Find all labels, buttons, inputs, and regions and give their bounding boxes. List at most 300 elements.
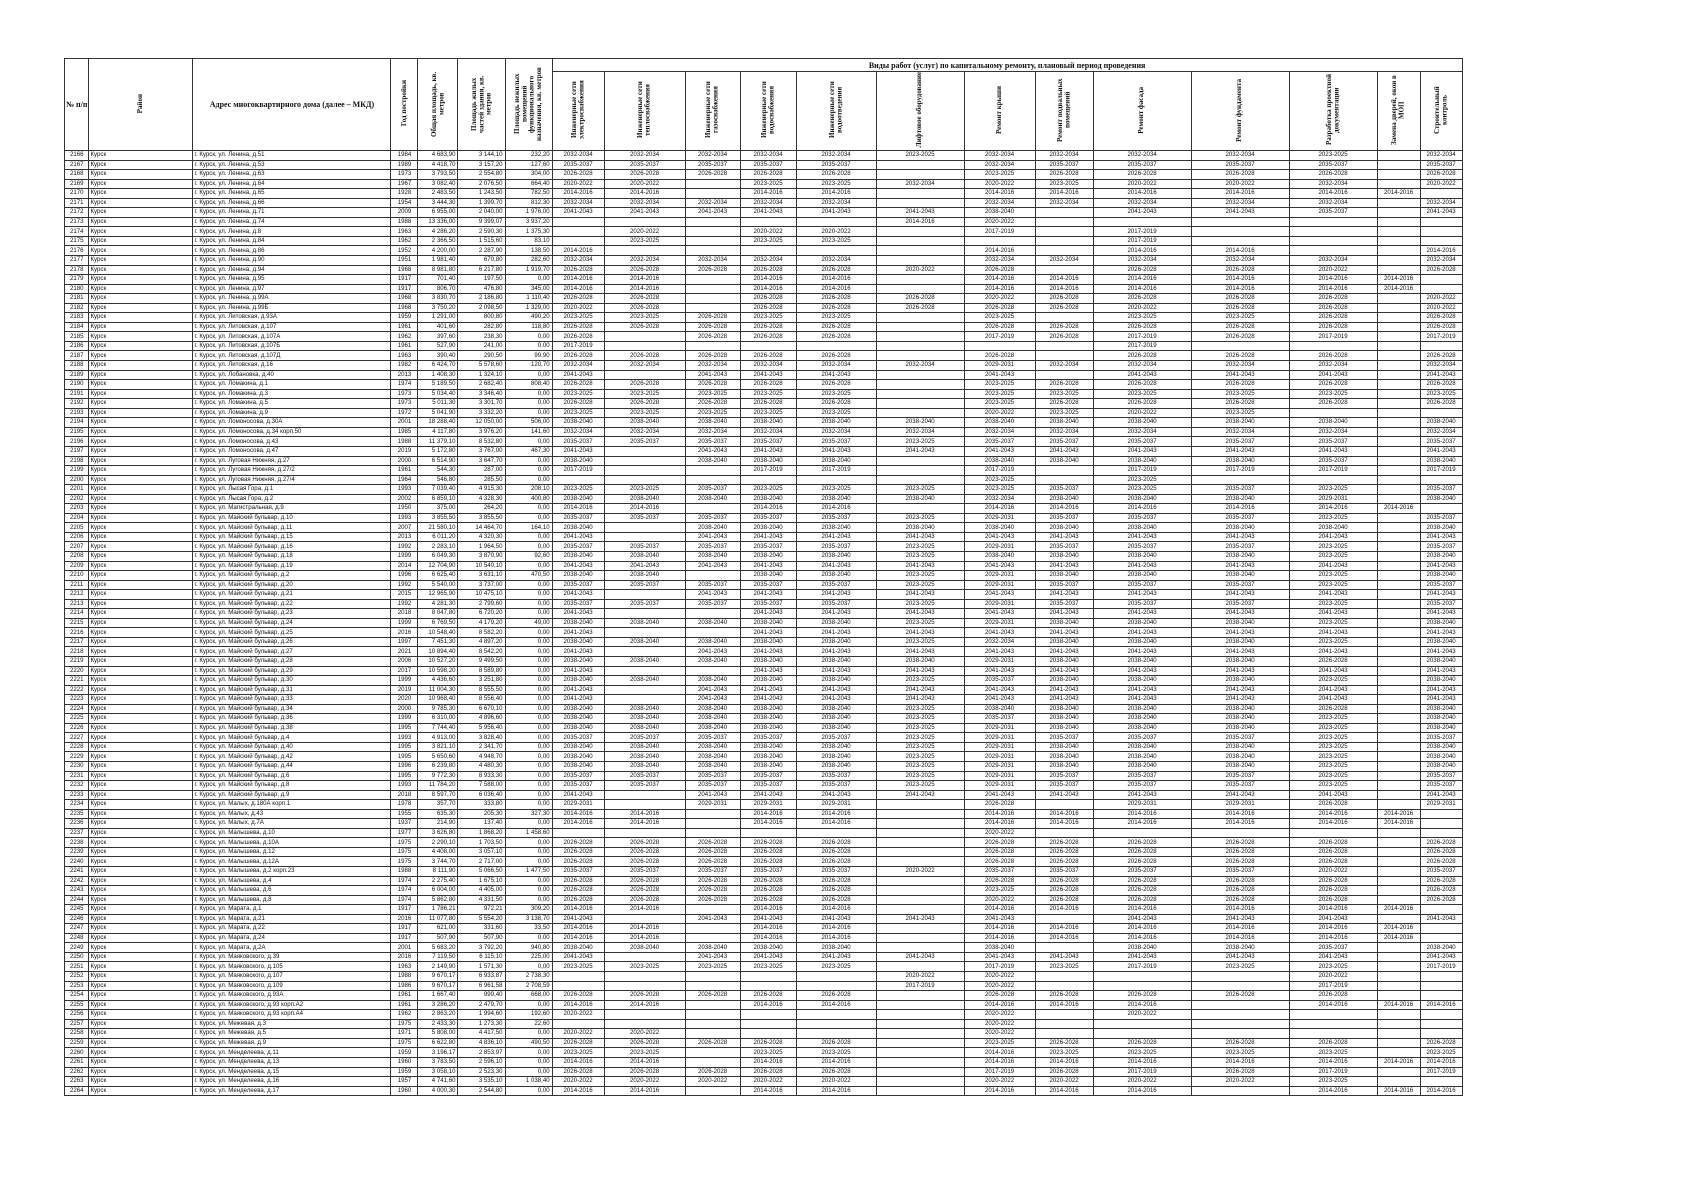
table-cell: 2041-2043 xyxy=(1420,695,1462,705)
table-cell xyxy=(1289,1029,1377,1039)
table-cell: 2038-2040 xyxy=(964,943,1035,953)
table-cell: 2038-2040 xyxy=(1420,714,1462,724)
table-cell: 2038-2040 xyxy=(796,704,876,714)
table-cell xyxy=(1191,972,1289,982)
table-cell: 4 896,60 xyxy=(458,714,505,724)
table-cell xyxy=(685,284,740,294)
table-cell: 2026-2028 xyxy=(604,351,685,361)
table-cell: 4 436,60 xyxy=(418,676,458,686)
table-cell xyxy=(1377,561,1420,571)
table-cell xyxy=(1377,857,1420,867)
table-cell: 2032-2034 xyxy=(964,256,1035,266)
table-cell: г. Курск, ул. Литовская, д.107Д xyxy=(193,351,391,361)
table-row xyxy=(65,656,1463,666)
table-cell xyxy=(1191,1086,1289,1096)
table-cell xyxy=(876,895,964,905)
table-cell xyxy=(876,943,964,953)
table-cell: 2020-2022 xyxy=(964,1010,1035,1020)
table-row xyxy=(65,609,1463,619)
table-cell: 2035-2037 xyxy=(1420,580,1462,590)
table-cell: 2250 xyxy=(65,952,89,962)
table-cell xyxy=(876,1057,964,1067)
table-cell: 1975 xyxy=(391,1038,418,1048)
table-cell: Курск xyxy=(89,513,193,523)
table-cell: 2041-2043 xyxy=(552,695,604,705)
table-cell: 2038-2040 xyxy=(1191,456,1289,466)
table-cell: 2038-2040 xyxy=(1420,523,1462,533)
table-cell: 2035-2037 xyxy=(740,867,796,877)
table-cell: 309,20 xyxy=(505,905,552,915)
table-cell: 2023-2025 xyxy=(964,475,1035,485)
table-cell: 2026-2028 xyxy=(1035,380,1093,390)
table-cell: 2041-2043 xyxy=(796,647,876,657)
table-cell: 972,21 xyxy=(458,905,505,915)
table-cell: 2020-2022 xyxy=(1289,265,1377,275)
table-cell: 6 720,20 xyxy=(458,609,505,619)
table-cell: г. Курск, ул. Ломоносова, д.43 xyxy=(193,437,391,447)
table-cell: 3 792,20 xyxy=(458,943,505,953)
table-cell xyxy=(1377,227,1420,237)
table-cell: 2026-2028 xyxy=(552,991,604,1001)
table-cell: 6 049,30 xyxy=(418,551,458,561)
table-cell: 5 956,40 xyxy=(458,723,505,733)
table-cell: 2014-2016 xyxy=(552,933,604,943)
table-cell: 2023-2025 xyxy=(876,676,964,686)
table-cell: г. Курск, ул. Ленина, д.53 xyxy=(193,160,391,170)
table-cell: 2041-2043 xyxy=(1035,532,1093,542)
table-cell: 2026-2028 xyxy=(1420,380,1462,390)
table-cell xyxy=(685,819,740,829)
table-cell: 2038-2040 xyxy=(685,723,740,733)
table-cell xyxy=(740,1029,796,1039)
table-cell: 2041-2043 xyxy=(552,609,604,619)
table-cell: 1957 xyxy=(391,1077,418,1087)
table-cell: 2038-2040 xyxy=(1035,742,1093,752)
table-cell: 2014-2016 xyxy=(964,189,1035,199)
table-cell: Курск xyxy=(89,809,193,819)
table-cell: 2041-2043 xyxy=(552,561,604,571)
table-cell: 7 744,40 xyxy=(418,723,458,733)
table-cell xyxy=(1420,809,1462,819)
table-cell xyxy=(876,886,964,896)
table-cell: 2023-2025 xyxy=(1289,676,1377,686)
table-cell: 1959 xyxy=(391,1067,418,1077)
table-cell: 2023-2025 xyxy=(552,485,604,495)
table-cell: 1960 xyxy=(391,1086,418,1096)
table-cell: 2038-2040 xyxy=(552,523,604,533)
table-cell: 2035-2037 xyxy=(796,542,876,552)
table-cell: 2041-2043 xyxy=(1191,561,1289,571)
table-cell: 2014-2016 xyxy=(1191,275,1289,285)
table-cell: Курск xyxy=(89,408,193,418)
table-cell xyxy=(604,332,685,342)
table-cell: 2035-2037 xyxy=(796,437,876,447)
table-cell xyxy=(876,466,964,476)
table-cell: 2041-2043 xyxy=(685,590,740,600)
table-cell: 2202 xyxy=(65,494,89,504)
table-cell: 2035-2037 xyxy=(740,781,796,791)
table-cell: 0,00 xyxy=(505,561,552,571)
table-cell: Курск xyxy=(89,972,193,982)
table-cell: 2035-2037 xyxy=(552,160,604,170)
table-cell: 2035-2037 xyxy=(1035,513,1093,523)
header-cell xyxy=(458,59,505,151)
table-cell: 2221 xyxy=(65,676,89,686)
table-cell: 2026-2028 xyxy=(1289,322,1377,332)
table-cell: г. Курск, ул. Ленина, д.90 xyxy=(193,256,391,266)
table-cell: 2023-2025 xyxy=(876,618,964,628)
table-cell xyxy=(1289,236,1377,246)
table-cell: 2023-2025 xyxy=(796,962,876,972)
table-cell: 2032-2034 xyxy=(604,198,685,208)
table-cell xyxy=(1377,322,1420,332)
table-cell: 2014-2016 xyxy=(1377,189,1420,199)
table-cell xyxy=(1377,952,1420,962)
table-cell: 2032-2034 xyxy=(964,427,1035,437)
table-cell xyxy=(1035,1010,1093,1020)
table-cell xyxy=(604,609,685,619)
table-cell: Курск xyxy=(89,762,193,772)
table-cell: 1962 xyxy=(391,332,418,342)
table-cell: 2166 xyxy=(65,151,89,161)
table-cell: 2171 xyxy=(65,198,89,208)
table-cell: 2020-2022 xyxy=(552,1029,604,1039)
table-cell: 2038-2040 xyxy=(1035,656,1093,666)
table-cell: 2041-2043 xyxy=(964,628,1035,638)
table-cell: 546,80 xyxy=(418,475,458,485)
table-cell: 2026-2028 xyxy=(552,294,604,304)
table-cell: г. Курск, ул. Ленина, д.74 xyxy=(193,217,391,227)
table-cell: 2038-2040 xyxy=(552,494,604,504)
table-cell: 2167 xyxy=(65,160,89,170)
table-cell xyxy=(604,532,685,542)
table-cell: 2038-2040 xyxy=(685,752,740,762)
table-cell: 2029-2031 xyxy=(1191,800,1289,810)
table-cell: 2023-2025 xyxy=(964,485,1035,495)
table-cell: 1988 xyxy=(391,437,418,447)
table-cell: 2 863,20 xyxy=(418,1010,458,1020)
table-row xyxy=(65,341,1463,351)
table-cell: 2041-2043 xyxy=(1289,446,1377,456)
table-cell: 2032-2034 xyxy=(1035,361,1093,371)
table-cell: 2041-2043 xyxy=(876,628,964,638)
table-cell xyxy=(876,1000,964,1010)
table-cell: 7 039,40 xyxy=(418,485,458,495)
table-cell: 2186 xyxy=(65,341,89,351)
capital-repair-table xyxy=(64,58,1463,1096)
table-cell: г. Курск, ул. Маяковского, д.93А xyxy=(193,991,391,1001)
table-row xyxy=(65,618,1463,628)
table-cell: 2041-2043 xyxy=(740,666,796,676)
table-cell: 2026-2028 xyxy=(604,1038,685,1048)
table-cell: 2035-2037 xyxy=(552,437,604,447)
table-cell: 2026-2028 xyxy=(1420,895,1462,905)
table-cell: 2023-2025 xyxy=(876,781,964,791)
table-cell: 2035-2037 xyxy=(1093,542,1191,552)
table-cell: 544,30 xyxy=(418,466,458,476)
table-cell: 2035-2037 xyxy=(964,437,1035,447)
table-cell: 10 540,10 xyxy=(458,561,505,571)
table-cell: 2014-2016 xyxy=(604,284,685,294)
table-cell: 11 379,10 xyxy=(418,437,458,447)
table-cell: 2018 xyxy=(391,609,418,619)
table-cell: 2014-2016 xyxy=(552,905,604,915)
table-cell: 2026-2028 xyxy=(685,380,740,390)
table-cell: 7 119,50 xyxy=(418,952,458,962)
table-cell: 6 933,87 xyxy=(458,972,505,982)
table-cell xyxy=(1420,905,1462,915)
table-cell: 2041-2043 xyxy=(685,685,740,695)
table-cell: 2016 xyxy=(391,952,418,962)
table-cell xyxy=(1377,332,1420,342)
table-cell: 2001 xyxy=(391,943,418,953)
table-cell: г. Курск, ул. Маяковского, д.107 xyxy=(193,972,391,982)
table-cell: г. Курск, ул. Майский бульвар, д.20 xyxy=(193,580,391,590)
table-cell: 2 275,40 xyxy=(418,876,458,886)
table-cell xyxy=(1377,790,1420,800)
table-cell: 2038-2040 xyxy=(740,637,796,647)
table-cell: г. Курск, ул. Малышева, д.8 xyxy=(193,895,391,905)
table-cell: 2023-2025 xyxy=(604,313,685,323)
table-cell: 2026-2028 xyxy=(1093,991,1191,1001)
table-cell: 2032-2034 xyxy=(964,151,1035,161)
table-cell: Курск xyxy=(89,704,193,714)
table-cell: 2041-2043 xyxy=(604,208,685,218)
table-cell: 1917 xyxy=(391,933,418,943)
table-cell: 2041-2043 xyxy=(1093,561,1191,571)
table-cell: 0,00 xyxy=(505,628,552,638)
table-cell xyxy=(604,475,685,485)
table-cell: 2023-2025 xyxy=(740,1048,796,1058)
table-cell: 2195 xyxy=(65,427,89,437)
table-cell: 2035-2037 xyxy=(796,867,876,877)
table-cell: 2026-2028 xyxy=(685,265,740,275)
table-cell: 0,00 xyxy=(505,656,552,666)
table-cell xyxy=(740,217,796,227)
table-cell: 2032-2034 xyxy=(1289,361,1377,371)
table-cell: 2 098,50 xyxy=(458,303,505,313)
table-cell: 2000 xyxy=(391,704,418,714)
table-cell: Курск xyxy=(89,1038,193,1048)
table-cell: г. Курск, ул. Майский бульвар, д.6 xyxy=(193,771,391,781)
table-cell: 2023-2025 xyxy=(964,389,1035,399)
table-cell: 208,10 xyxy=(505,485,552,495)
table-cell: 2038-2040 xyxy=(1093,571,1191,581)
table-cell: 2026-2028 xyxy=(796,895,876,905)
table-cell: 11 004,30 xyxy=(418,685,458,695)
table-cell: 2247 xyxy=(65,924,89,934)
table-cell xyxy=(1377,714,1420,724)
table-cell: 2026-2028 xyxy=(964,838,1035,848)
header-label: Ремонт фасада xyxy=(1137,86,1146,134)
table-cell: 2023-2025 xyxy=(740,236,796,246)
table-cell: 2026-2028 xyxy=(552,876,604,886)
table-cell: 2014-2016 xyxy=(1191,1057,1289,1067)
table-cell: 2019 xyxy=(391,685,418,695)
table-cell: 2206 xyxy=(65,532,89,542)
table-cell: г. Курск, ул. Лысая Гора, д.1 xyxy=(193,485,391,495)
table-row xyxy=(65,408,1463,418)
table-cell: 2014-2016 xyxy=(1191,504,1289,514)
table-cell: 2020 xyxy=(391,695,418,705)
table-cell: 2017 xyxy=(391,666,418,676)
table-cell: 2038-2040 xyxy=(1191,618,1289,628)
table-cell: 2035-2037 xyxy=(1420,781,1462,791)
table-cell: 2041-2043 xyxy=(1035,561,1093,571)
table-cell: 2026-2028 xyxy=(796,294,876,304)
table-cell: Курск xyxy=(89,332,193,342)
table-cell: 2020-2022 xyxy=(876,972,964,982)
table-cell xyxy=(604,790,685,800)
table-cell: 800,80 xyxy=(458,313,505,323)
table-cell: 10 894,40 xyxy=(418,647,458,657)
table-cell: г. Курск, ул. Майский бульвар, д.10 xyxy=(193,513,391,523)
table-cell: 2014-2016 xyxy=(604,1000,685,1010)
table-cell: 22,60 xyxy=(505,1019,552,1029)
header-cell xyxy=(65,59,89,151)
table-cell xyxy=(1377,466,1420,476)
table-cell: 2041-2043 xyxy=(796,628,876,638)
table-cell xyxy=(876,351,964,361)
table-cell: 2035-2037 xyxy=(1289,456,1377,466)
table-cell: г. Курск, ул. Майский бульвар, д.15 xyxy=(193,532,391,542)
table-cell xyxy=(1377,781,1420,791)
table-cell: 2041-2043 xyxy=(964,695,1035,705)
table-cell: 2014-2016 xyxy=(552,246,604,256)
table-cell: 2185 xyxy=(65,332,89,342)
table-cell: 2014-2016 xyxy=(604,1086,685,1096)
table-cell: 9 772,30 xyxy=(418,771,458,781)
table-cell: 2026-2028 xyxy=(604,876,685,886)
table-cell: 2023-2025 xyxy=(876,637,964,647)
table-cell: г. Курск, ул. Ломакина, д.9 xyxy=(193,408,391,418)
table-cell xyxy=(1377,972,1420,982)
table-cell: 2041-2043 xyxy=(552,952,604,962)
table-cell: 2026-2028 xyxy=(685,857,740,867)
header-cell xyxy=(552,72,604,151)
table-cell: 2038-2040 xyxy=(1191,714,1289,724)
table-row xyxy=(65,361,1463,371)
table-cell: 2026-2028 xyxy=(876,294,964,304)
table-cell xyxy=(876,284,964,294)
table-cell xyxy=(1035,475,1093,485)
table-cell: г. Курск, ул. Лобановка, д.40 xyxy=(193,370,391,380)
table-cell: 2023-2025 xyxy=(1093,485,1191,495)
table-cell: Курск xyxy=(89,628,193,638)
table-cell xyxy=(685,246,740,256)
table-cell: 2 479,70 xyxy=(458,1000,505,1010)
table-cell: 2174 xyxy=(65,227,89,237)
table-cell: 2026-2028 xyxy=(1035,847,1093,857)
table-cell: 2026-2028 xyxy=(740,303,796,313)
table-cell: 2038-2040 xyxy=(604,656,685,666)
table-cell: 1 919,70 xyxy=(505,265,552,275)
table-cell: 2041-2043 xyxy=(1093,532,1191,542)
table-cell: 6 670,10 xyxy=(458,704,505,714)
table-cell: Курск xyxy=(89,905,193,915)
table-cell: 2026-2028 xyxy=(740,351,796,361)
table-cell: 2035-2037 xyxy=(1289,208,1377,218)
table-cell: 1964 xyxy=(391,475,418,485)
table-cell xyxy=(1377,733,1420,743)
table-cell: 1 515,60 xyxy=(458,236,505,246)
table-cell: 2041-2043 xyxy=(964,952,1035,962)
table-cell xyxy=(1377,370,1420,380)
table-cell xyxy=(1035,236,1093,246)
table-cell xyxy=(1377,886,1420,896)
table-cell: 238,30 xyxy=(458,332,505,342)
table-cell xyxy=(876,1067,964,1077)
table-cell: г. Курск, ул. Лысая Гора, д.2 xyxy=(193,494,391,504)
table-cell: 2035-2037 xyxy=(964,714,1035,724)
table-cell: 527,90 xyxy=(418,341,458,351)
table-cell: 2014-2016 xyxy=(1093,284,1191,294)
table-cell: 1968 xyxy=(391,294,418,304)
table-row xyxy=(65,1000,1463,1010)
table-cell: 2035-2037 xyxy=(796,781,876,791)
table-cell: Курск xyxy=(89,370,193,380)
table-cell: 2014-2016 xyxy=(1191,809,1289,819)
table-cell: 2032-2034 xyxy=(796,427,876,437)
table-cell: 2032-2034 xyxy=(796,256,876,266)
table-cell: 2038-2040 xyxy=(1420,723,1462,733)
table-cell: 2026-2028 xyxy=(1035,1067,1093,1077)
table-cell: 2026-2028 xyxy=(552,351,604,361)
table-cell: 2014-2016 xyxy=(740,924,796,934)
table-cell: 2035-2037 xyxy=(1093,580,1191,590)
table-cell: 1 408,30 xyxy=(418,370,458,380)
table-cell: 10 548,40 xyxy=(418,628,458,638)
table-cell: 2038-2040 xyxy=(1420,571,1462,581)
table-row xyxy=(65,504,1463,514)
table-cell: 2253 xyxy=(65,981,89,991)
table-cell: 2026-2028 xyxy=(1420,838,1462,848)
table-cell xyxy=(1377,1038,1420,1048)
table-cell: 0,00 xyxy=(505,714,552,724)
table-cell xyxy=(876,246,964,256)
table-cell: Курск xyxy=(89,752,193,762)
table-cell: г. Курск, ул. Майский бульвар, д.38 xyxy=(193,723,391,733)
table-cell: 2041-2043 xyxy=(1289,695,1377,705)
table-cell: 2029-2031 xyxy=(964,361,1035,371)
table-cell: 2013 xyxy=(391,532,418,542)
table-cell: 2017-2019 xyxy=(1191,466,1289,476)
table-cell xyxy=(876,1029,964,1039)
table-cell: 2038-2040 xyxy=(604,571,685,581)
table-cell xyxy=(552,227,604,237)
table-cell: 2015 xyxy=(391,590,418,600)
table-cell: 0,00 xyxy=(505,1067,552,1077)
table-cell: 2020-2022 xyxy=(1035,1077,1093,1087)
table-cell: г. Курск, ул. Ломакина, д.1 xyxy=(193,380,391,390)
table-cell xyxy=(740,1010,796,1020)
table-cell: 2041-2043 xyxy=(1289,532,1377,542)
table-cell: 0,00 xyxy=(505,1000,552,1010)
table-cell: 2038-2040 xyxy=(740,714,796,724)
table-cell: 2041-2043 xyxy=(740,590,796,600)
header-label: Площадь жилых частей здания, кв. метров xyxy=(469,74,493,133)
table-cell: г. Курск, ул. Маяковского, д.105 xyxy=(193,962,391,972)
table-cell: 2241 xyxy=(65,867,89,877)
table-cell: 2026-2028 xyxy=(1191,332,1289,342)
table-cell: 812,30 xyxy=(505,198,552,208)
table-cell xyxy=(604,590,685,600)
table-cell: Курск xyxy=(89,236,193,246)
table-cell: 1951 xyxy=(391,256,418,266)
capital-repair-table-sheet xyxy=(64,58,1463,1096)
table-cell: 2020-2022 xyxy=(604,227,685,237)
table-cell xyxy=(1191,1010,1289,1020)
